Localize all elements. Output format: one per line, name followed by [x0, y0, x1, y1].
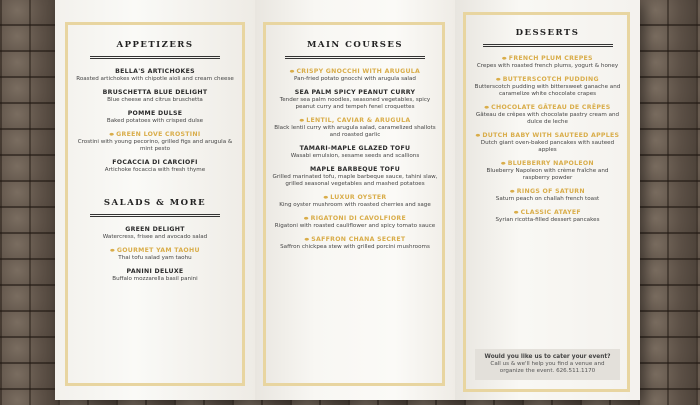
- menu-item: ⬬ DUTCH BABY WITH SAUTEED APPLES Dutch giant oven-baked pancakes with sauteed apples: [473, 132, 623, 154]
- menu-item: ⬬ LUXUR OYSTER King oyster mushroom with roasted cherries and sage: [273, 194, 438, 209]
- menu-item: ⬬ CRISPY GNOCCHI WITH ARUGULA Pan-fried potato gnocchi with arugula salad: [273, 68, 438, 83]
- menu-item: BELLA'S ARTICHOKES Roasted artichokes with chipotle aioli and cream cheese: [76, 68, 234, 82]
- menu-item: POMME DULSE Baked potatoes with crisped dulse: [106, 110, 204, 124]
- menu-item: PANINI DELUXE Buffalo mozzarella basil panini: [112, 268, 198, 282]
- menu-item: SEA PALM SPICY PEANUT CURRY Tender sea palm noodles, seasoned vegetables, spicy peanut curry and tempeh fenel croquettes: [279, 89, 431, 110]
- desserts-title: DESSERTS: [515, 28, 580, 38]
- menu-item: FOCACCIA DI CARCIOFI Artichoke focaccia with fresh thyme: [104, 159, 206, 173]
- divider: [90, 56, 220, 59]
- menu-item: ⬬ RINGS OF SATURN Saturn peach on challah french toast: [473, 188, 623, 203]
- main-courses-title: MAIN COURSES: [306, 40, 404, 50]
- catering-body: Call us & we'll help you find a venue and organize the event. 626.511.1170: [490, 361, 605, 374]
- divider: [285, 56, 425, 59]
- divider: [483, 44, 613, 47]
- menu-panel-right: [455, 0, 640, 400]
- menu-item: ⬬ LENTIL, CAVIAR & ARUGULA Black lentil curry with arugula salad, caramelized shallots and roasted garlic: [273, 117, 438, 139]
- menu-panel-left: [55, 0, 255, 400]
- menu-item: BRUSCHETTA BLUE DELIGHT Blue cheese and citrus bruschetta: [102, 89, 208, 103]
- menu-item: ⬬ BLUEBERRY NAPOLEON Blueberry Napoleon with crème fraîche and raspberry powder: [473, 160, 623, 182]
- menu-item: ⬬ FRENCH PLUM CREPES Crepes with roasted french plums, yogurt & honey: [473, 55, 623, 70]
- menu-item: ⬬ GREEN LOVE CROSTINI Crostini with young pecorino, grilled figs and arugula & mint pesto: [73, 131, 238, 153]
- salads-title: SALADS & MORE: [103, 198, 207, 208]
- menu-item: ⬬ RIGATONI DI CAVOLFIORE Rigatoni with roasted cauliflower and spicy tomato sauce: [273, 215, 438, 230]
- menu-item: TAMARI-MAPLE GLAZED TOFU Wasabi emulsion, sesame seeds and scallions: [290, 145, 420, 159]
- appetizers-title: APPETIZERS: [116, 40, 194, 50]
- menu-item: GREEN DELIGHT Watercress, frisee and avocado salad: [102, 226, 208, 240]
- catering-callout: [475, 349, 620, 380]
- divider: [90, 214, 220, 217]
- menu-panel-center: [255, 0, 455, 400]
- menu-item: ⬬ CHOCOLATE GÂTEAU DE CRÊPES Gâteau de crêpes with chocolate pastry cream and dulce de leche: [473, 104, 623, 126]
- menu-item: ⬬ BUTTERSCOTCH PUDDING Butterscotch pudding with bittersweet ganache and caramelize white chocolate crapes: [473, 76, 623, 98]
- menu-item: ⬬ GOURMET YAM TAOHU Thai tofu salad yam taohu: [73, 247, 238, 262]
- menu-item: ⬬ CLASSIC ATAYEF Syrian ricotta-filled dessert pancakes: [473, 209, 623, 224]
- menu-item: ⬬ SAFFRON CHANA SECRET Saffron chickpea stew with grilled porcini mushrooms: [273, 236, 438, 251]
- menu-item: MAPLE BARBEQUE TOFU Grilled marinated tofu, maple barbeque sauce, tahini slaw, grilled seasonal vegetables and mashed potatoes: [272, 166, 438, 187]
- catering-title: Would you like us to cater your event?: [484, 354, 611, 360]
